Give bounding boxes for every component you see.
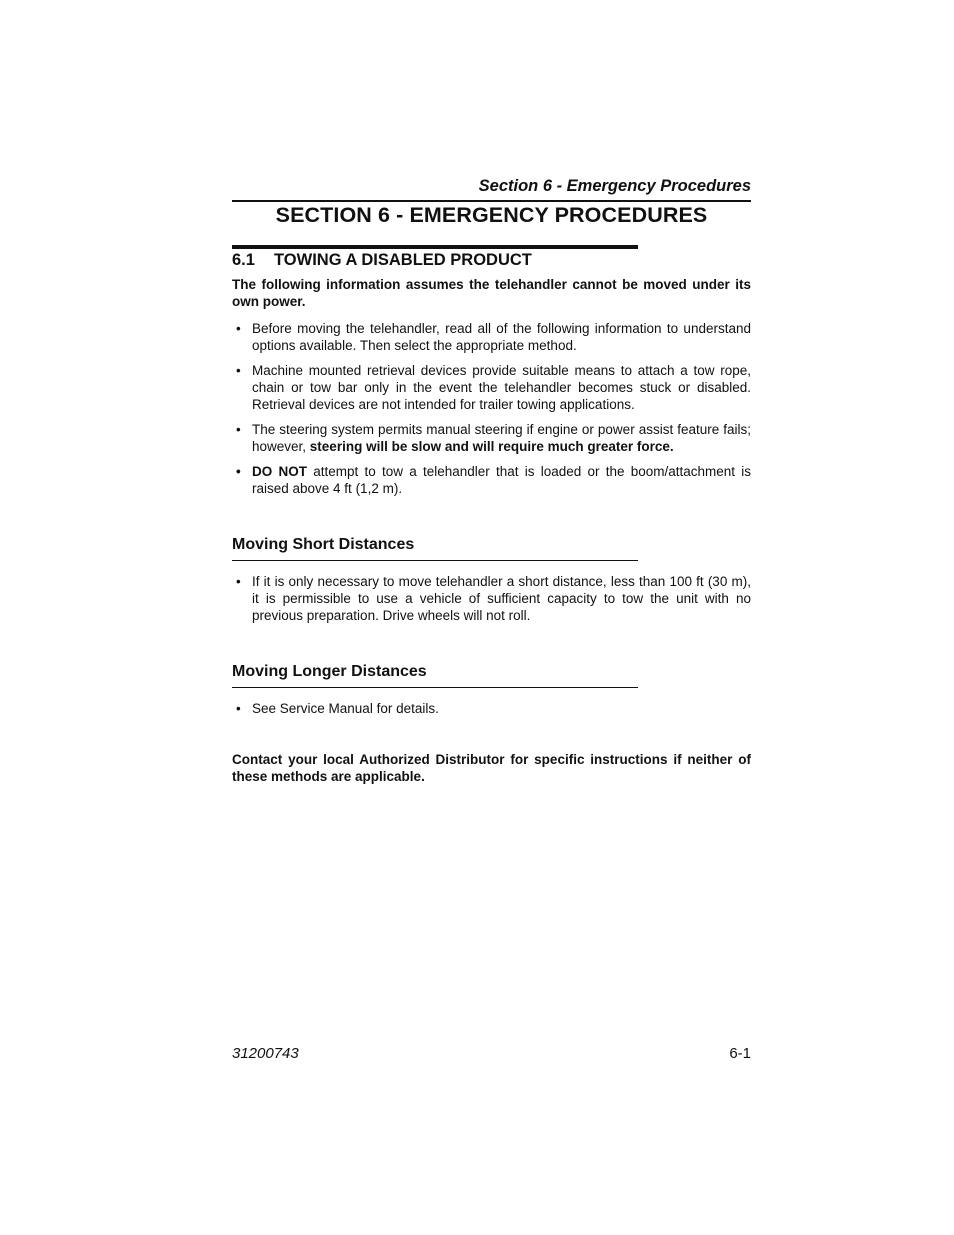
- bullet-text: See Service Manual for details.: [252, 701, 439, 716]
- bullet-text: Machine mounted retrieval devices provide suitable means to attach a tow rope, chain or tow bar only in the event the telehandler becomes stuck or disabled. Retrieval devices are not intended for trailer towing applications.: [252, 363, 751, 412]
- bullet-text: If it is only necessary to move telehandler a short distance, less than 100 ft (30 m), it is permissible to use a vehicle of sufficient capacity to tow the unit with no previous preparation. Drive wheels will not roll.: [252, 574, 751, 623]
- page-number: 6-1: [729, 1045, 751, 1062]
- running-head: Section 6 - Emergency Procedures: [478, 177, 751, 195]
- short-distances-rule: [232, 560, 638, 561]
- intro-paragraph: The following information assumes the telehandler cannot be moved under its own power.: [232, 277, 751, 309]
- bullet-icon: •: [236, 701, 241, 716]
- subsection-number: 6.1: [232, 251, 255, 269]
- document-number: 31200743: [232, 1045, 299, 1062]
- bullet-icon: •: [236, 422, 241, 437]
- bullet-icon: •: [236, 321, 241, 336]
- list-item: [232, 421, 751, 455]
- short-distances-heading: Moving Short Distances: [232, 536, 415, 553]
- bullet-icon: •: [236, 363, 241, 378]
- subsection-title: TOWING A DISABLED PRODUCT: [274, 251, 532, 269]
- bullet-icon: •: [236, 464, 241, 479]
- bullet-emphasis: steering will be slow and will require much greater force.: [309, 439, 674, 454]
- subsection-rule: [232, 245, 638, 249]
- towing-bullet-list: [232, 320, 751, 505]
- closing-paragraph: Contact your local Authorized Distributor for specific instructions if neither of these methods are applicable.: [232, 752, 751, 784]
- bullet-text: attempt to tow a telehandler that is loaded or the boom/attachment is raised above 4 ft (1,2 m).: [252, 464, 751, 496]
- bullet-text: The steering system permits manual steering if engine or power assist feature fails; however,: [252, 422, 751, 454]
- bullet-text: Before moving the telehandler, read all of the following information to understand options available. Then select the appropriate method.: [252, 321, 751, 353]
- longer-distances-rule: [232, 687, 638, 688]
- header-rule: [232, 200, 751, 202]
- list-item: [232, 573, 751, 624]
- short-distances-list: [232, 573, 751, 632]
- list-item: [232, 463, 751, 497]
- longer-distances-list: [232, 700, 751, 725]
- section-title: SECTION 6 - EMERGENCY PROCEDURES: [275, 203, 708, 227]
- bullet-emphasis: DO NOT: [252, 464, 307, 479]
- list-item: [232, 320, 751, 354]
- bullet-icon: •: [236, 574, 241, 589]
- list-item: [232, 700, 751, 717]
- list-item: [232, 362, 751, 413]
- longer-distances-heading: Moving Longer Distances: [232, 663, 427, 680]
